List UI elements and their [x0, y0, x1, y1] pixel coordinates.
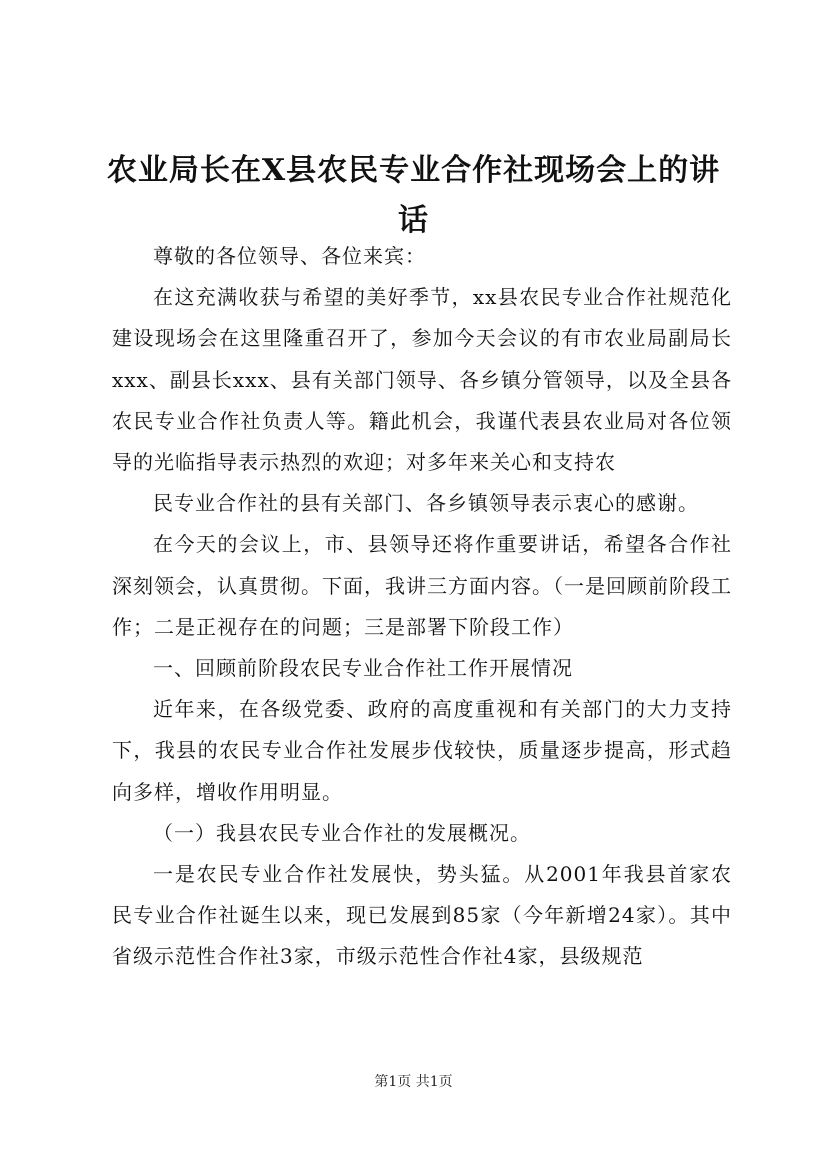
page-number-footer: 第1页 共1页: [374, 1074, 453, 1090]
section-heading: 一、回顾前阶段农民专业合作社工作开展情况: [153, 656, 573, 681]
body-paragraph: 在今天的会议上，市、县领导还将作重要讲话，希望各合作社深刻领会，认真贯彻。下面，我讲三方面内容。（一是回顾前阶段工作；二是正视存在的问题；三是部署下阶段工作）: [112, 532, 732, 639]
body-paragraph: 在这充满收获与希望的美好季节，xx县农民专业合作社规范化建设现场会在这里隆重召开了，参加今天会议的有市农业局副局长xxx、副县长xxx、县有关部门领导、各乡镇分管领导，以及全县各农民专业合作社负责人等。籍此机会，我谨代表县农业局对各位领导的光临指导表示热烈的欢迎；对多年来关心和支持农: [112, 285, 732, 475]
document-title: 农业局长在X县农民专业合作社现场会上的讲话: [106, 153, 721, 238]
body-paragraph: 近年来，在各级党委、政府的高度重视和有关部门的大力支持下，我县的农民专业合作社发展步伐较快，质量逐步提高，形式趋向多样，增收作用明显。: [112, 697, 732, 804]
document-body: [112, 236, 732, 978]
salutation-paragraph: 尊敬的各位领导、各位来宾：: [153, 244, 426, 268]
body-paragraph: 一是农民专业合作社发展快，势头猛。从2001年我县首家农民专业合作社诞生以来，现已发展到85家（今年新增24家）。其中省级示范性合作社3家，市级示范性合作社4家，县级规范: [112, 862, 732, 969]
body-paragraph: 民专业合作社的县有关部门、各乡镇领导表示衷心的感谢。: [153, 491, 699, 516]
subsection-heading: （一）我县农民专业合作社的发展概况。: [153, 820, 531, 845]
